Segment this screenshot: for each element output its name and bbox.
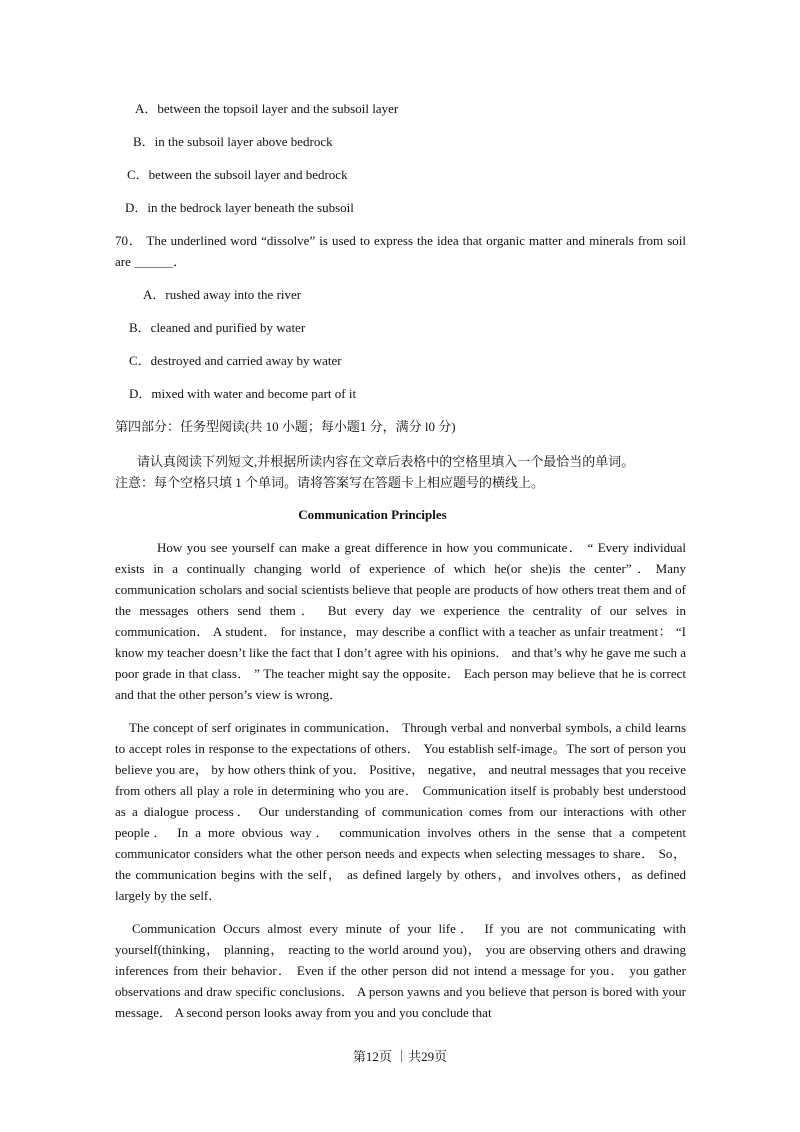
passage-paragraph-3: Communication Occurs almost every minute of your life． If you are not communicating with yourself(thinking， planning， reacting to the world around you)， you are observing others and drawing inferences from their behavior． Even if the other person did not intend a message for you． you gather observations and draw specific conclusions． A person yawns and you believe that person is bored with your message． A second person looks away from you and you conclude that <box>115 921 686 1020</box>
passage-paragraph-1: How you see yourself can make a great difference in how you communicate． “ Every individual exists in a continually changing world of experience of which he(or she)is the center”．Many communication scholars and social scientists believe that people are products of how others treat them and of the messages others send them． But every day we experience the centrality of our selves in communication． A student． for instance，may describe a conflict with a teacher as unfair treatment： “I know my teacher doesn’t like the fact that I don’t agree with his opinions． and that’s why he gave me such a poor grade in that class． ” The teacher might say the opposite． Each person may believe that he is correct and that the other person’s view is wrong． <box>115 540 687 702</box>
q69-option-c: C．between the subsoil layer and bedrock <box>127 167 348 182</box>
q70-option-c: C．destroyed and carried away by water <box>129 353 342 368</box>
instruction-line-1: 请认真阅读下列短文,并根据所读内容在文章后表格中的空格里填入一个最恰当的单词。 <box>137 454 635 469</box>
section-heading: 第四部分：任务型阅读(共 10 小题；每小题1 分，满分 l0 分) <box>115 419 456 434</box>
q70-option-d: D．mixed with water and become part of it <box>129 386 357 401</box>
passage-paragraph-2: The concept of serf originates in communication． Through verbal and nonverbal symbols, a child learns to accept roles in response to the expectations of others． You establish self-image。The sort of person you believe you are， by how others think of you． Positive， negative， and neutral messages that you receive from others all play a role in determining who you are． Communication itself is probably best understood as a dialogue process． Our understanding of communication comes from our interactions with other people． In a more obvious way． communication involves others in the sense that a competent communicator considers what the other person needs and expects when selecting messages to share． So， the communication begins with the self， as defined largely by others，and involves others，as defined largely by the self． <box>115 720 686 903</box>
instruction-line-2: 注意：每个空格只填 1 个单词。请将答案写在答题卡上相应题号的横线上。 <box>115 475 545 490</box>
page-footer: 第12页 ｜共29页 <box>352 1049 448 1064</box>
q69-option-a: A．between the topsoil layer and the subsoil layer <box>135 101 399 116</box>
q70-option-a: A．rushed away into the river <box>143 287 302 302</box>
q69-option-b: B．in the subsoil layer above bedrock <box>133 134 333 149</box>
q70-option-b: B．cleaned and purified by water <box>129 320 306 335</box>
q69-option-d: D．in the bedrock layer beneath the subsoil <box>125 200 354 215</box>
section-instructions <box>115 451 690 493</box>
passage-title: Communication Principles <box>298 507 447 522</box>
q70-stem: 70． The underlined word “dissolve” is used to express the idea that organic matter and minerals from soil are ＿＿＿． <box>115 233 686 269</box>
